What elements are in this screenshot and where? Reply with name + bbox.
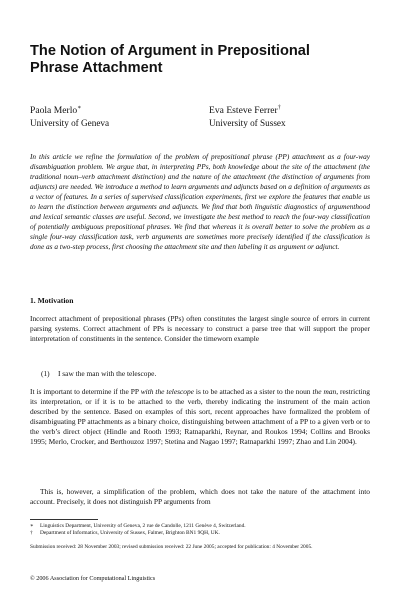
paragraph-2 bbox=[30, 387, 370, 446]
paragraph-3: This is, however, a simplification of the problem, which does not take the nature of the attachment into account. Precisely, it does not distinguish PP arguments from bbox=[30, 487, 370, 506]
footnotes bbox=[30, 523, 370, 537]
footnote-2 bbox=[30, 530, 370, 537]
paragraph-2-part-1: It is important to determine if the PP bbox=[30, 387, 141, 396]
author-1-name: Paola Merlo bbox=[30, 105, 78, 116]
section-heading: 1. Motivation bbox=[30, 296, 74, 305]
example-number: (1) bbox=[41, 369, 50, 378]
submission-note: Submission received: 28 November 2003; revised submission received: 22 June 2005; accepted for publication: 4 November 2005. bbox=[30, 544, 313, 550]
author-2-mark: † bbox=[277, 104, 281, 111]
copyright-notice: © 2006 Association for Computational Linguistics bbox=[30, 575, 156, 582]
abstract: In this article we refine the formulation of the problem of prepositional phrase (PP) attachment as a four-way disambiguation problem. We argue that, in interpreting PPs, both knowledge about the site of the attachment (the traditional noun–verb attachment distinction) and the nature of the attachment (the distinction of arguments from adjuncts) are needed. We introduce a method to learn arguments and adjuncts based on a definition of arguments as a vector of features. In a series of supervised classification experiments, first we explore the features that enable us to learn the distinction between arguments and adjuncts. We find that both linguistic diagnostics of argumenthood and lexical semantic classes are useful. Second, we investigate the best method to reach the four-way classification of potentially ambiguous prepositional phrases. We find that whereas it is overall better to solve the problem as a single four-way classification task, verb arguments are sometimes more precisely identified if the classification is done as a two-step process, first choosing the attachment site and then labeling it as argument or adjunct. bbox=[30, 152, 370, 252]
title-line-1: The Notion of Argument in Prepositional bbox=[30, 43, 310, 59]
footnote-1-text: Linguistics Department, University of Geneva, 2 rue de Candolle, 1211 Genève 4, Switzerland. bbox=[40, 523, 246, 529]
author-2 bbox=[209, 104, 286, 129]
footnote-1-mark: ∗ bbox=[30, 523, 34, 529]
paragraph-1: Incorrect attachment of prepositional phrases (PPs) often constitutes the largest single source of errors in current parsing systems. Correct attachment of PPs is necessary to construct a parse tree that will support the proper interpretation of constituents in the sentence. Consider the timeworn example bbox=[30, 314, 370, 343]
title-line-2: Phrase Attachment bbox=[30, 60, 163, 76]
example-text: I saw the man with the telescope. bbox=[58, 369, 157, 378]
author-1-affiliation: University of Geneva bbox=[30, 118, 110, 128]
author-block bbox=[30, 104, 370, 134]
example-sentence bbox=[41, 369, 156, 378]
paper-page bbox=[30, 0, 370, 592]
author-1 bbox=[30, 104, 109, 129]
author-2-name: Eva Esteve Ferrer bbox=[209, 105, 278, 116]
paragraph-2-part-2: is to be attached as a sister to the noun bbox=[193, 387, 313, 396]
footnote-rule bbox=[30, 519, 98, 520]
footnote-2-mark: † bbox=[30, 530, 33, 537]
paper-title bbox=[30, 43, 370, 77]
paragraph-2-part-3: , restricting its interpretation, or if it is to be attached to the verb, thereby indicating the instrument of the main action described by the sentence. Based on examples of this sort, recent approaches have formalized the problem of disambiguating PP attachments as a binary choice, distinguishing between attachment of a PP to a given verb or to the verb’s direct object (Hindle and Rooth 1993; Ratnaparkhi, Reynar, and Roukos 1994; Collins and Brooks 1995; Merlo, Crocker, and Berthouzoz 1997; Stetina and Nagao 1997; Ratnaparkhi 1997; Zhao and Lin 2004). bbox=[30, 387, 370, 446]
author-1-mark: ∗ bbox=[77, 104, 82, 111]
paragraph-2-italic-1: with the telescope bbox=[140, 387, 194, 396]
footnote-2-text: Department of Informatics, University of Sussex, Falmer, Brighton BN1 9QH, UK. bbox=[40, 530, 220, 537]
paragraph-2-italic-2: the man bbox=[312, 387, 337, 396]
author-2-affiliation: University of Sussex bbox=[209, 118, 286, 128]
